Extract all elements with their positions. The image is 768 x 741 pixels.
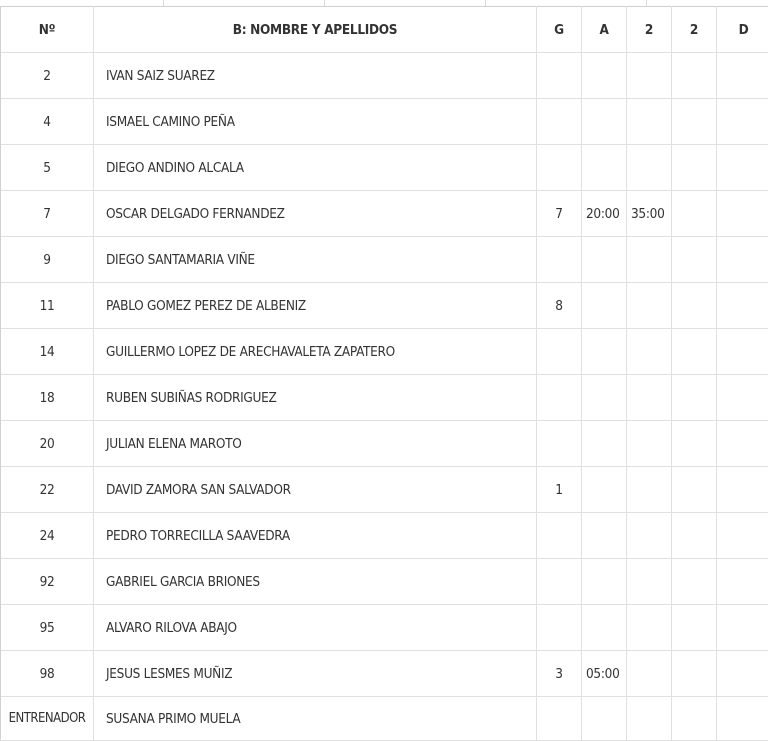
- player-warning-time: [582, 375, 627, 421]
- player-name: DIEGO SANTAMARIA VIÑE: [94, 237, 537, 283]
- player-suspension-2: [672, 191, 717, 237]
- player-suspension-1: [627, 145, 672, 191]
- player-warning-time: [582, 467, 627, 513]
- player-disqualification: [717, 651, 768, 697]
- player-suspension-2: [672, 99, 717, 145]
- player-number: 14: [1, 329, 94, 375]
- table-row: [1, 283, 768, 329]
- player-name: JULIAN ELENA MAROTO: [94, 421, 537, 467]
- header-number: Nº: [1, 7, 94, 53]
- player-suspension-1: [627, 559, 672, 605]
- coach-role: ENTRENADOR: [1, 697, 94, 741]
- player-disqualification: [717, 513, 768, 559]
- player-warning-time: [582, 99, 627, 145]
- player-goals: [537, 375, 582, 421]
- player-disqualification: [717, 237, 768, 283]
- header-warnings: A: [582, 7, 627, 53]
- player-suspension-1: [627, 329, 672, 375]
- player-name: JESUS LESMES MUÑIZ: [94, 651, 537, 697]
- player-suspension-2: [672, 421, 717, 467]
- player-number: 9: [1, 237, 94, 283]
- player-goals: [537, 421, 582, 467]
- player-disqualification: [717, 53, 768, 99]
- player-suspension-1: [627, 467, 672, 513]
- player-number: 20: [1, 421, 94, 467]
- player-suspension-2: [672, 513, 717, 559]
- player-number: 2: [1, 53, 94, 99]
- coach-empty-cell: [717, 697, 768, 741]
- player-name: OSCAR DELGADO FERNANDEZ: [94, 191, 537, 237]
- coach-empty-cell: [627, 697, 672, 741]
- coach-row: [1, 697, 768, 741]
- player-disqualification: [717, 375, 768, 421]
- player-suspension-2: [672, 283, 717, 329]
- table-row: [1, 421, 768, 467]
- player-suspension-1: [627, 375, 672, 421]
- player-suspension-1: [627, 651, 672, 697]
- table-row: [1, 53, 768, 99]
- player-warning-time: [582, 605, 627, 651]
- player-suspension-2: [672, 237, 717, 283]
- player-goals: [537, 329, 582, 375]
- player-name: ALVARO RILOVA ABAJO: [94, 605, 537, 651]
- coach-empty-cell: [537, 697, 582, 741]
- player-number: 5: [1, 145, 94, 191]
- player-disqualification: [717, 421, 768, 467]
- player-suspension-2: [672, 467, 717, 513]
- player-goals: 8: [537, 283, 582, 329]
- header-suspension-2: 2: [672, 7, 717, 53]
- player-disqualification: [717, 99, 768, 145]
- player-suspension-1: [627, 53, 672, 99]
- player-warning-time: [582, 145, 627, 191]
- player-warning-time: [582, 513, 627, 559]
- player-warning-time: [582, 421, 627, 467]
- table-row: [1, 651, 768, 697]
- player-number: 7: [1, 191, 94, 237]
- left-border: [0, 6, 1, 739]
- player-suspension-1: 35:00: [627, 191, 672, 237]
- player-disqualification: [717, 605, 768, 651]
- player-suspension-2: [672, 53, 717, 99]
- table-row: [1, 375, 768, 421]
- player-suspension-1: [627, 237, 672, 283]
- player-name: DAVID ZAMORA SAN SALVADOR: [94, 467, 537, 513]
- table-row: [1, 513, 768, 559]
- player-suspension-2: [672, 375, 717, 421]
- player-goals: [537, 99, 582, 145]
- player-disqualification: [717, 559, 768, 605]
- header-suspension-1: 2: [627, 7, 672, 53]
- player-suspension-1: [627, 421, 672, 467]
- player-disqualification: [717, 283, 768, 329]
- table-row: [1, 99, 768, 145]
- player-suspension-1: [627, 99, 672, 145]
- header-goals: G: [537, 7, 582, 53]
- player-name: IVAN SAIZ SUAREZ: [94, 53, 537, 99]
- player-number: 98: [1, 651, 94, 697]
- player-name: GABRIEL GARCIA BRIONES: [94, 559, 537, 605]
- player-warning-time: [582, 559, 627, 605]
- player-suspension-2: [672, 559, 717, 605]
- roster-table: [0, 6, 768, 741]
- player-disqualification: [717, 145, 768, 191]
- table-row: [1, 467, 768, 513]
- player-goals: [537, 559, 582, 605]
- player-suspension-1: [627, 513, 672, 559]
- table-row: [1, 329, 768, 375]
- player-goals: 7: [537, 191, 582, 237]
- player-suspension-2: [672, 329, 717, 375]
- player-number: 95: [1, 605, 94, 651]
- player-name: GUILLERMO LOPEZ DE ARECHAVALETA ZAPATERO: [94, 329, 537, 375]
- player-number: 92: [1, 559, 94, 605]
- player-name: PABLO GOMEZ PEREZ DE ALBENIZ: [94, 283, 537, 329]
- player-warning-time: [582, 53, 627, 99]
- player-number: 22: [1, 467, 94, 513]
- player-disqualification: [717, 329, 768, 375]
- coach-name: SUSANA PRIMO MUELA: [94, 697, 537, 741]
- player-suspension-2: [672, 145, 717, 191]
- table-row: [1, 605, 768, 651]
- player-number: 11: [1, 283, 94, 329]
- header-row: [1, 7, 768, 53]
- player-name: PEDRO TORRECILLA SAAVEDRA: [94, 513, 537, 559]
- player-warning-time: 05:00: [582, 651, 627, 697]
- player-name: DIEGO ANDINO ALCALA: [94, 145, 537, 191]
- player-suspension-2: [672, 605, 717, 651]
- player-name: RUBEN SUBIÑAS RODRIGUEZ: [94, 375, 537, 421]
- table-row: [1, 191, 768, 237]
- player-goals: [537, 53, 582, 99]
- coach-empty-cell: [672, 697, 717, 741]
- player-goals: 3: [537, 651, 582, 697]
- player-disqualification: [717, 191, 768, 237]
- player-number: 4: [1, 99, 94, 145]
- header-disqualification: D: [717, 7, 768, 53]
- roster-body: [1, 53, 768, 741]
- player-warning-time: [582, 283, 627, 329]
- player-suspension-1: [627, 283, 672, 329]
- player-goals: [537, 513, 582, 559]
- table-row: [1, 237, 768, 283]
- player-goals: [537, 145, 582, 191]
- player-goals: 1: [537, 467, 582, 513]
- player-disqualification: [717, 467, 768, 513]
- player-suspension-2: [672, 651, 717, 697]
- player-goals: [537, 605, 582, 651]
- header-name: B: NOMBRE Y APELLIDOS: [94, 7, 537, 53]
- coach-empty-cell: [582, 697, 627, 741]
- player-suspension-1: [627, 605, 672, 651]
- player-name: ISMAEL CAMINO PEÑA: [94, 99, 537, 145]
- player-number: 24: [1, 513, 94, 559]
- table-row: [1, 145, 768, 191]
- player-warning-time: 20:00: [582, 191, 627, 237]
- player-goals: [537, 237, 582, 283]
- table-row: [1, 559, 768, 605]
- player-warning-time: [582, 329, 627, 375]
- player-number: 18: [1, 375, 94, 421]
- player-warning-time: [582, 237, 627, 283]
